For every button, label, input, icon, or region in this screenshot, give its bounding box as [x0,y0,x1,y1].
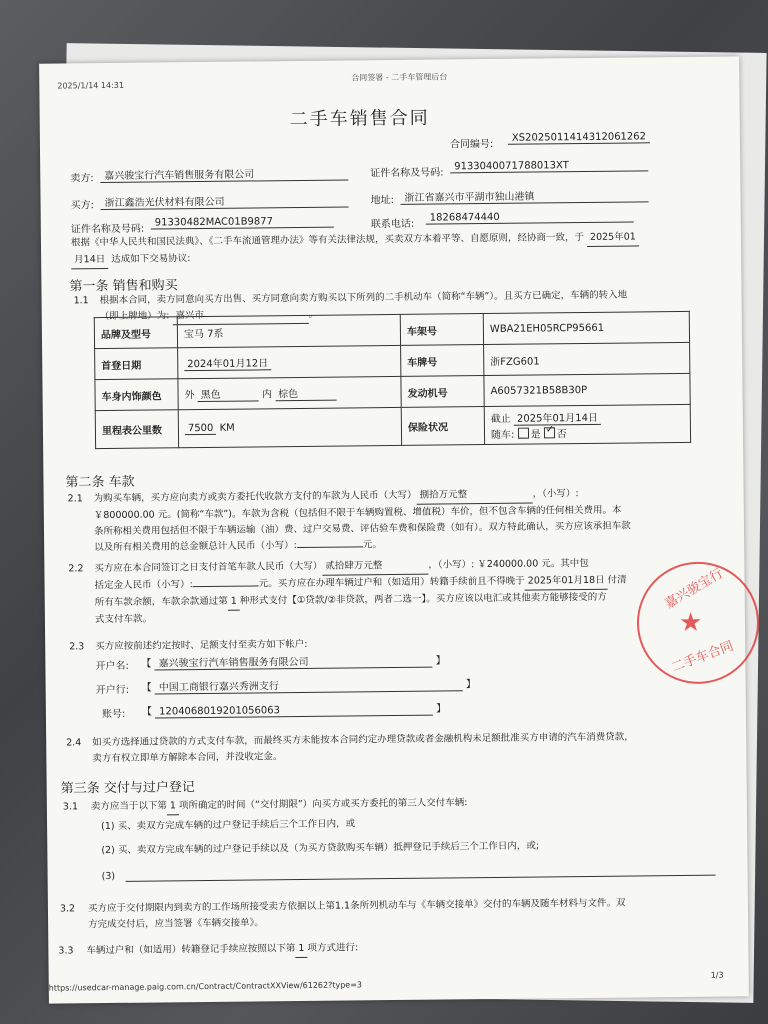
clause-1-1-text: 根据本合同，卖方同意向买方出售、买方同意向卖方购买以下所列的二手机动车（简称“车辆”）。且买方已确定，车辆的转入地 （即上牌地）为: 嘉兴市 。 [100,287,710,326]
clause-2-3-text: 买方应按前述约定按时、足额支付至卖方如下帐户: [95,638,308,653]
clause-3-3-number: 3.3 [58,945,74,957]
vin-label: 车架号 [400,314,483,346]
buyer-label: 买方: [70,200,95,212]
vin-value: WBA21EH05RCP95661 [483,311,689,344]
seller-id: 9133040071788013XT [450,159,648,173]
buyer-phone: 18268474440 [426,210,634,224]
color-label: 车身内饰颜色 [95,379,178,411]
buyer-address: 浙江省嘉兴市平湖市独山港镇 [400,186,648,205]
footer-page-number: 1/3 [710,970,724,980]
company-seal: ★ 嘉兴骏宝行 二手车合同 [636,561,759,684]
print-timestamp: 2025/1/14 14:31 [57,80,125,91]
insurance-value: 截止 2025年01月14日 随车: 是 ✓ 否 [484,404,690,444]
reg-date-label: 首登日期 [95,348,178,380]
brand-value: 宝马 7系 [177,314,400,347]
clause-3-1-text: 卖方应当于以下第 1 项所确定的时间（“交付期限”）向买方或买方委托的第三人交付车辆: [91,793,721,817]
clause-2-4-number: 2.4 [66,737,82,749]
account-number-label: 账号: [101,708,126,721]
clause-3-1-number: 3.1 [62,801,79,813]
option-2: (2) 买、卖双方完成车辆的过户登记手续以及（为买方贷款购买车辆）抵押登记手续后三个工作日内，或; [101,840,540,857]
clause-2-4-text: 如买方选择通过贷款的方式支付车款，而最终买方未能按本合同约定办理贷款或者金融机构未足额批准买方申请的汽车消费贷款， 卖方有权立即单方解除本合同，并没收定金。 [92,731,634,765]
clause-3-2-number: 3.2 [59,903,76,915]
account-name: 【 嘉兴骏宝行汽车销售服务有限公司 】 [141,651,446,670]
footer-url: https://usedcar-manage.paig.com.cn/Contract/ContractXXView/61262?type=3 [48,980,363,993]
section-2-title: 第二条 车款 [65,474,135,491]
clause-3-3-text: 车辆过户和（如适用）转籍登记手续应按照以下第 1 项方式进行: [86,942,359,957]
clause-2-1-number: 2.1 [67,493,83,505]
vehicle-info-table [94,311,691,449]
address-label: 地址: [370,194,394,207]
mileage-label: 里程表公里数 [95,410,178,449]
option-3: (3) [101,870,116,883]
insurance-yes-checkbox [517,428,528,439]
clause-2-2-number: 2.2 [68,563,84,575]
option-1: (1) 买、卖双方完成车辆的过户登记手续后三个工作日内，或 [101,818,356,833]
color-value: 外 黑色 内 棕色 [178,376,401,409]
engine-value: A6057321B58B30P [484,373,690,406]
clause-3-2-text: 买方应于交付期限内到卖方的工作场所接受卖方依据以上第1.1条所列机动车与《车辆交接单》交付的车辆及随车材料与文件。双 方完成交付后，应当签署《车辆交接单》。 [87,897,626,931]
preamble: 根据《中华人民共和国民法典》、《二手车流通管理办法》等有关法律法规，买卖双方本着平等、自愿原则，经协商一致，于 2025年01 月14日 达成如下交易协议: [71,229,711,270]
contract-title: 二手车销售合同 [289,107,430,131]
brand-label: 品牌及型号 [94,317,177,349]
account-number: 【 1204068019201056063 】 [141,703,447,718]
phone-label: 联系电话: [370,218,415,231]
plate-value: 浙FZG601 [484,342,690,375]
mileage-value: 7500 KM [178,407,401,447]
account-name-label: 开户名: [95,660,129,673]
clause-2-1-text: 为购买车辆，买方应向卖方或卖方委托代收款方支付的车款为人民币（大写） 捌拾万元整 ，（小写）: ￥800000.00 元。(简称“车款”)。车款为含税（包括但不限于车辆购置税、增值税）车价，但不包含车辆的任何相关费用。本 条所称相关费用包括但不限于车辆运输（油）费、过户交易费、评估验车费和保险费（如有）。双方特此确认，买方应该承担车款 以及所有相关费用的总金额总计人民币（小写）: 元。 [93,488,631,554]
seller-name: 嘉兴骏宝行汽车销售服务有限公司 [100,164,350,183]
section-3-title: 第三条 交付与过户登记 [60,780,195,797]
clause-1-1-number: 1.1 [73,295,89,307]
contract-page [39,56,749,1003]
reg-date-value: 2024年01月12日 [178,345,401,378]
option-3-blank-line [126,875,716,882]
seal-star-icon: ★ [678,607,703,639]
insurance-label: 保险状况 [401,407,484,446]
buyer-id: 91330482MAC01B9877 [151,216,334,230]
clause-2-3-number: 2.3 [69,641,85,653]
contract-number: XS20250114143120612​62 [508,131,650,144]
buyer-id-label: 证件名称及号码: [70,223,145,236]
seller-id-label: 证件名称及号码: [370,167,444,180]
account-bank-label: 开户行: [95,684,130,697]
contract-number-label: 合同编号: [449,138,494,151]
plate-label: 车牌号 [401,345,484,377]
seller-label: 卖方: [70,173,94,185]
engine-label: 发动机号 [401,376,484,408]
insurance-no-checkbox [544,427,555,438]
account-bank: 【 中国工商银行嘉兴秀洲支行 】 [142,675,477,695]
print-header-title: 合同签署 - 二手车管理后台 [351,72,448,83]
clause-2-2-text: 买方应在本合同签订之日支付首笔车款人民币（大写） 贰拾肆万元整 ，（小写）: ￥240000.00 元。其中包 括定金人民币（小写）: 元。买方应在办理车辆过户和（如适用）转籍手续前且不得晚于 2025年01月18日 付清 所有车款余额，车款余款通过第 1 种形式支付【①贷款/②非贷款，两者二选一】。买方应该以电汇或其他卖方能够接受的方 式支付车款。 [94,557,627,626]
section-1-title: 第一条 销售和购买 [69,278,178,295]
buyer-name: 浙江鑫浩光伏材料有限公司 [100,191,348,210]
